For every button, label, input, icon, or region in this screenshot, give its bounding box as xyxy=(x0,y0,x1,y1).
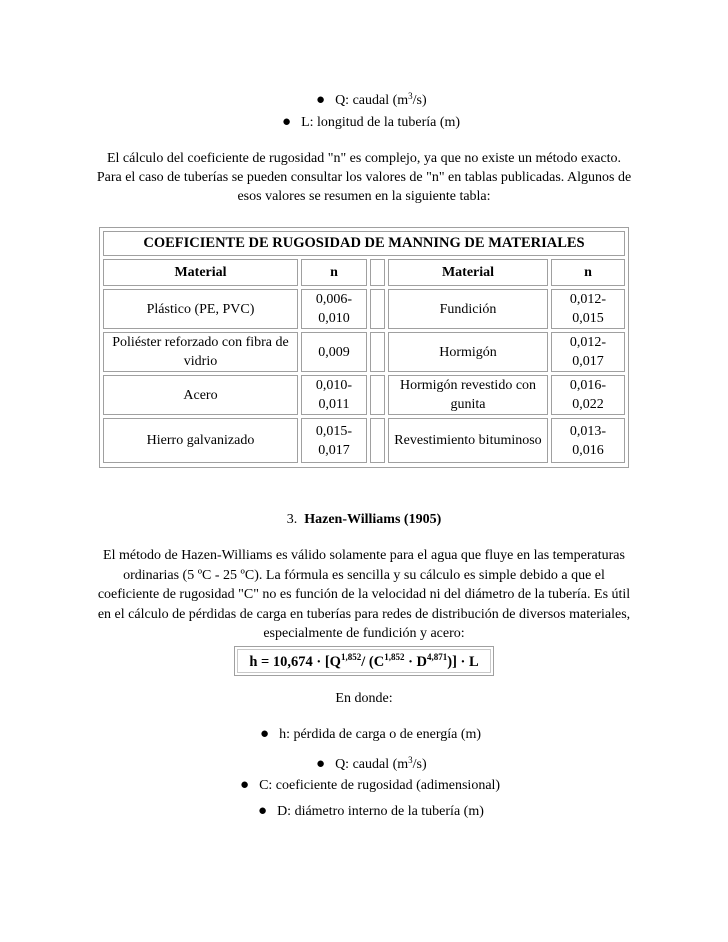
table-cell-material: Poliéster reforzado con fibra de vidrio xyxy=(103,332,298,372)
bullet-icon: ● xyxy=(240,777,250,793)
bullet-icon: ● xyxy=(282,114,292,130)
bullet-icon: ● xyxy=(316,756,326,772)
header-n-left: n xyxy=(301,259,367,286)
table-cell-n: 0,006-0,010 xyxy=(301,289,367,329)
table-cell-n: 0,009 xyxy=(301,332,367,372)
table-cell-n: 0,010-0,011 xyxy=(301,375,367,415)
bullet-icon: ● xyxy=(260,726,270,742)
table-cell-n: 0,015-0,017 xyxy=(301,418,367,463)
header-material-left: Material xyxy=(103,259,298,286)
table-cell-material: Acero xyxy=(103,375,298,415)
bullet-icon: ● xyxy=(258,803,268,819)
section-title: Hazen-Williams (1905) xyxy=(304,512,442,527)
formula-text: $h = 10,674 \cdot [Q^{1,852}/$ $(C^{1,852} \cdot D^{4,871})] \cdot L$ xyxy=(249,651,479,670)
spacer-cell xyxy=(370,418,385,463)
table-cell-n: 0,016-0,022 xyxy=(551,375,625,415)
header-material-right: Material xyxy=(388,259,548,286)
formula-box xyxy=(234,646,494,676)
hazen-williams-paragraph: El método de Hazen-Williams es válido solamente para el agua que fluye en las temperaturas ordinarias (5 ºC - 25 ºC). La fórmula es sencilla y su cálculo es simple debido a que el coeficiente de rugosidad "C" no es función de la velocidad ni del diámetro de la tubería. Es útil en el cálculo de pérdidas de carga en tuberías para redes de distribución de diversos materiales, especialmente de fundición y acero: xyxy=(97,548,631,641)
table-title: COEFICIENTE DE RUGOSIDAD DE MANNING DE MATERIALES xyxy=(103,231,625,256)
table-cell-n: 0,012-0,017 xyxy=(551,332,625,372)
bullet-caudal-bottom: ● Q: caudal $(m^3/s)$ xyxy=(316,755,427,772)
table-cell-material: Fundición xyxy=(388,289,548,329)
bullet-perdida: ● h: pérdida de carga o de energía (m) xyxy=(260,726,482,742)
section-number: 3. xyxy=(286,512,298,527)
manning-table xyxy=(99,227,629,468)
spacer-cell xyxy=(370,259,385,286)
bullet-caudal-top: ● Q: caudal $(m^3/s)$ xyxy=(316,91,427,108)
spacer-cell xyxy=(370,289,385,329)
table-cell-material: Hormigón revestido con gunita xyxy=(388,375,548,415)
table-cell-material: Revestimiento bituminoso xyxy=(388,418,548,463)
intro-paragraph: El cálculo del coeficiente de rugosidad "n" es complejo, ya que no existe un método exacto. Para el caso de tuberías se pueden consultar los valores de "n" en tablas publicadas. Algunos de esos valores se resumen en la siguiente tabla: xyxy=(96,151,632,204)
table-cell-n: 0,013-0,016 xyxy=(551,418,625,463)
table-cell-material: Plástico (PE, PVC) xyxy=(103,289,298,329)
table-cell-material: Hormigón xyxy=(388,332,548,372)
bullet-icon: ● xyxy=(316,92,326,108)
spacer-cell xyxy=(370,375,385,415)
bullet-coeficiente: ● C: coeficiente de rugosidad (adimensional) xyxy=(240,777,501,793)
formula-inner-border xyxy=(237,649,491,673)
spacer-cell xyxy=(370,332,385,372)
table-cell-n: 0,012-0,015 xyxy=(551,289,625,329)
bullet-diametro: ● D: diámetro interno de la tubería (m) xyxy=(258,803,484,819)
bullet-longitud: ● L: longitud de la tubería (m) xyxy=(282,114,461,130)
table-cell-material: Hierro galvanizado xyxy=(103,418,298,463)
section-heading xyxy=(0,512,728,528)
header-n-right: n xyxy=(551,259,625,286)
en-donde-label: En donde: xyxy=(335,691,393,706)
